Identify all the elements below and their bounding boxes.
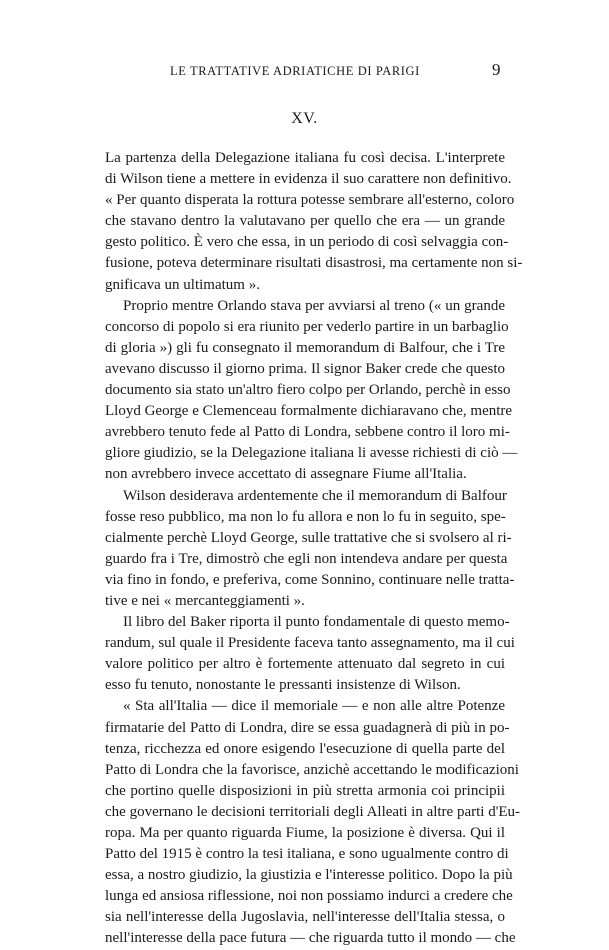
text-line: di gloria ») gli fu consegnato il memorandum di Balfour, che i Tre <box>105 339 505 356</box>
text-line: tive e nei « mercanteggiamenti ». <box>105 592 305 609</box>
text-line: non avrebbero invece accettato di assegnare Fiume all'Italia. <box>105 466 467 483</box>
text-line: nell'interesse della pace futura — che riguarda tutto il mondo — che <box>105 930 516 947</box>
text-line: Proprio mentre Orlando stava per avviarsi al treno (« un grande <box>123 297 505 314</box>
text-line: gnificava un ultimatum ». <box>105 276 260 293</box>
text-line: fosse reso pubblico, ma non lo fu allora e non lo fu in seguito, spe- <box>105 508 506 525</box>
text-line: gliore giudizio, se la Delegazione italiana li avesse richiesti di ciò — <box>105 445 518 462</box>
text-line: firmatarie del Patto di Londra, dire se essa guadagnerà di più in po- <box>105 719 510 736</box>
text-line: gesto politico. È vero che essa, in un periodo di così selvaggia con- <box>105 234 509 251</box>
text-line: che governano le decisioni territoriali degli Alleati in altre parti d'Eu- <box>105 803 521 820</box>
text-line: « Per quanto disperata la rottura potesse sembrare all'esterno, coloro <box>105 192 515 209</box>
text-line: tenza, ricchezza ed onore esigendo l'esecuzione di quella parte del <box>105 740 505 757</box>
text-line: avevano discusso il giorno prima. Il signor Baker crede che questo <box>105 360 505 377</box>
section-heading: XV. <box>291 110 318 127</box>
text-line: valore politico per altro è fortemente attenuato dal segreto in cui <box>105 656 505 673</box>
body-text <box>105 148 523 950</box>
text-line: che portino quelle disposizioni in più stretta armonia coi principii <box>105 782 505 799</box>
text-line: Wilson desiderava ardentemente che il memorandum di Balfour <box>123 487 507 504</box>
text-line: sia nell'interesse della Jugoslavia, nell'interesse dell'Italia stessa, o <box>105 909 505 926</box>
text-line: « Sta all'Italia — dice il memoriale — e non alle altre Potenze <box>123 698 505 715</box>
text-line: di Wilson tiene a mettere in evidenza il suo carattere non definitivo. <box>105 171 512 188</box>
text-line: documento sia stato un'altro fiero colpo per Orlando, perchè in esso <box>105 382 511 399</box>
text-line: esso fu tenuto, nonostante le pressanti insistenze di Wilson. <box>105 677 461 694</box>
text-line: guardo fra i Tre, dimostrò che egli non intendeva andare per questa <box>105 550 508 567</box>
text-line: Patto di Londra che la favorisce, anzichè accettando le modificazioni <box>105 761 519 778</box>
text-line: via fino in fondo, e preferiva, come Sonnino, continuare nelle tratta- <box>105 571 515 588</box>
text-line: concorso di popolo si era riunito per vederlo partire in un barbaglio <box>105 318 509 335</box>
text-line: essa, a nostro giudizio, la giustizia e l'interesse politico. Dopo la più <box>105 867 513 884</box>
text-line: La partenza della Delegazione italiana fu così decisa. L'interprete <box>105 150 505 166</box>
text-line: che stavano dentro la valutavano per quello che era — un grande <box>105 213 505 230</box>
text-line: avrebbero tenuto fede al Patto di Londra, sebbene contro il loro mi- <box>105 424 510 441</box>
text-line: lunga ed ansiosa riflessione, noi non possiamo indurci a credere che <box>105 888 513 905</box>
text-line: randum, sul quale il Presidente faceva tanto assegnamento, ma il cui <box>105 635 515 652</box>
text-line: Patto del 1915 è contro la tesi italiana, e sono ugualmente contro di <box>105 846 509 863</box>
running-header: LE TRATTATIVE ADRIATICHE DI PARIGI <box>170 64 420 78</box>
text-line: fusione, poteva determinare risultati disastrosi, ma certamente non si- <box>105 255 523 272</box>
text-line: cialmente perchè Lloyd George, sulle trattative che si svolsero al ri- <box>105 529 512 546</box>
text-line: ropa. Ma per quanto riguarda Fiume, la posizione è diversa. Qui il <box>105 825 505 841</box>
page-number: 9 <box>492 60 501 79</box>
text-line: Il libro del Baker riporta il punto fondamentale di questo memo- <box>123 614 510 631</box>
text-line: Lloyd George e Clemenceau formalmente dichiaravano che, mentre <box>105 403 513 420</box>
